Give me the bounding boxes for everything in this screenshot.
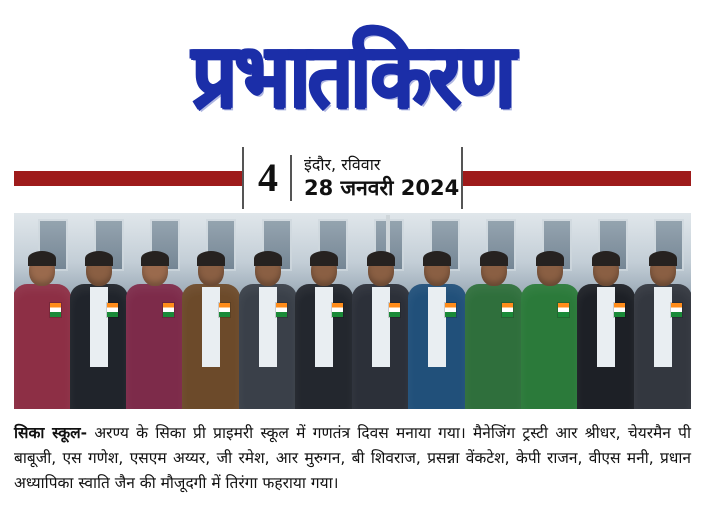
news-photo: [14, 213, 691, 409]
caption-text: अरण्य के सिका प्री प्राइमरी स्कूल में गणतंत्र दिवस मनाया गया। मैनेजिंग ट्रस्टी आर श्रीधर, चेयरमैन पी बाबूजी, एस गणेश, एसएम अय्यर, जी रमेश, आर मुरुगन, बी शिवराज, प्रसन्ना वेंकटेश, केपी राजन, वीएस मनी, प्रधान अध्यापिका स्वाति जैन की मौजूदगी में तिरंगा फहराया गया।: [14, 424, 692, 493]
indian-flag-icon: [671, 303, 682, 317]
publication-date: 28 जनवरी 2024: [304, 175, 460, 200]
indian-flag-icon: [558, 303, 569, 317]
person: [635, 248, 691, 409]
indian-flag-icon: [163, 303, 174, 317]
newspaper-title: प्रभातकिरण: [191, 22, 514, 128]
date-group: [304, 155, 459, 201]
indian-flag-icon: [332, 303, 343, 317]
person: [296, 248, 352, 409]
person: [522, 248, 578, 409]
indian-flag-icon: [276, 303, 287, 317]
photo-caption: [14, 421, 691, 496]
person: [14, 248, 70, 409]
caption-lead: सिका स्कूल-: [14, 424, 88, 442]
edition-city-day: इंदौर, रविवार: [304, 154, 381, 174]
indian-flag-icon: [445, 303, 456, 317]
rule-right: [463, 171, 691, 186]
indian-flag-icon: [502, 303, 513, 317]
indian-flag-icon: [219, 303, 230, 317]
page-number: 4: [258, 155, 278, 200]
divider: [290, 155, 292, 201]
indian-flag-icon: [614, 303, 625, 317]
masthead: [0, 0, 705, 145]
person: [70, 248, 126, 409]
people-row: [14, 248, 691, 409]
person: [240, 248, 296, 409]
indian-flag-icon: [389, 303, 400, 317]
photo-scene: [14, 213, 691, 409]
indian-flag-icon: [50, 303, 61, 317]
person: [183, 248, 239, 409]
indian-flag-icon: [107, 303, 118, 317]
date-box: [242, 147, 463, 209]
person: [127, 248, 183, 409]
date-ribbon: [0, 147, 705, 209]
person: [578, 248, 634, 409]
person: [409, 248, 465, 409]
person: [465, 248, 521, 409]
rule-left: [14, 171, 242, 186]
person: [353, 248, 409, 409]
